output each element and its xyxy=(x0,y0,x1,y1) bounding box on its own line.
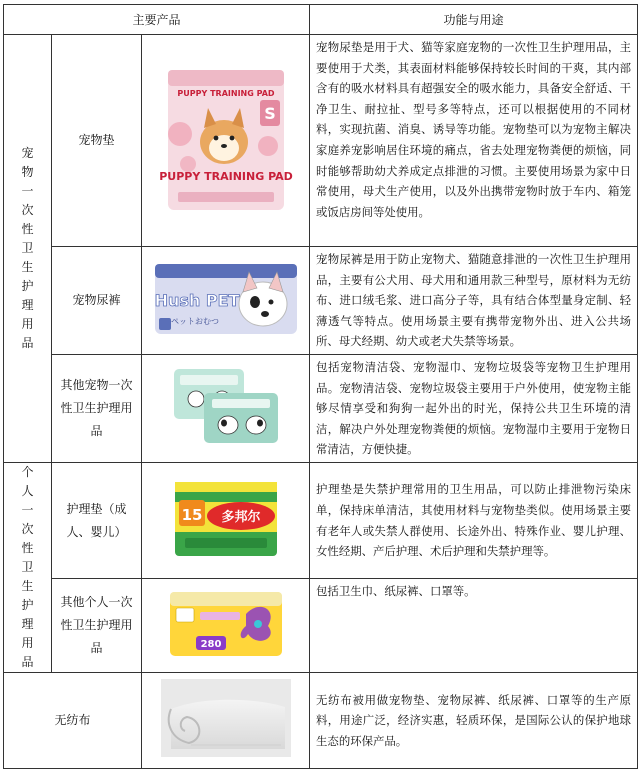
category-personal xyxy=(4,462,52,672)
header-product: 主要产品 xyxy=(4,5,310,35)
nursing-main-text: 多邦尔 xyxy=(221,509,261,525)
product-description: 无纺布被用做宠物垫、宠物尿裤、纸尿裤、口罩等的生产原料，用途广泛，经济实惠，轻质环保，是国际公认的保护地球生态的环保产品。 xyxy=(310,672,638,768)
product-description: 宠物尿裤是用于防止宠物犬、猫随意排泄的一次性卫生护理用品，主要有公犬用、母犬用和通用款三种型号，原材料为无纺布、进口绒毛浆、进口高分子等，具有结合体型量身定制、轻薄透气等特点。使用场景主要有携带宠物外出、进入公共场所、母犬经期、幼犬或老犬失禁等场景。 xyxy=(310,247,638,355)
product-table xyxy=(3,4,638,769)
table-row xyxy=(4,35,638,247)
table-row xyxy=(4,247,638,355)
product-name: 宠物垫 xyxy=(52,35,142,247)
product-description: 宠物尿垫是用于犬、猫等家庭宠物的一次性卫生护理用品，主要使用于犬类，其表面材料能够保持较长时间的干爽，其内部含有的吸水材料具有超强安全的吸水能力，具备安全舒适、干净卫生、耐拉扯、型号多等特点，还可以根据使用的不同材料，实现抗菌、消臭、诱导等功能。宠物垫可以为宠物主解决家庭养宠影响居住环境的痛点，省去处理宠物粪便的烦恼，同时能够帮助幼犬养成定点排泄的习惯。主要使用场景为家中日常使用，母犬生产使用，以及外出携带宠物时放于车内、箱笼或饭店房间等处使用。 xyxy=(310,35,638,247)
product-image-cell xyxy=(142,247,310,355)
table-row xyxy=(4,579,638,673)
table-row xyxy=(4,354,638,462)
table-row xyxy=(4,672,638,768)
product-description: 护理垫是失禁护理常用的卫生用品，可以防止排泄物污染床单，保持床单清洁，其使用材料与宠物垫类似。使用场景主要有老年人或失禁人群使用、长途外出、特殊作业、婴儿护理、女性经期、产后护理、术后护理和失禁护理等。 xyxy=(310,462,638,578)
nursing-size-badge: 15 xyxy=(181,505,202,524)
product-image-cell xyxy=(142,354,310,462)
table-header-row xyxy=(4,5,638,35)
puppy-pad-package-icon xyxy=(156,64,296,214)
nonwoven-fabric-roll-icon xyxy=(161,679,291,757)
sanitary-napkin-package-icon xyxy=(166,588,286,660)
diaper-sub-text: ペットおむつ xyxy=(170,317,219,327)
product-description: 包括卫生巾、纸尿裤、口罩等。 xyxy=(310,579,638,673)
category-personal-label: 个人一次性卫生护理用品 xyxy=(21,464,34,669)
product-image-cell xyxy=(142,462,310,578)
product-name: 其他宠物一次性卫生护理用品 xyxy=(52,354,142,462)
pet-wipes-package-icon xyxy=(166,363,286,449)
napkin-size-badge: 280 xyxy=(200,638,221,650)
product-image-cell xyxy=(142,35,310,247)
pet-diaper-package-icon xyxy=(151,254,301,342)
product-name: 护理垫（成人、婴儿） xyxy=(52,462,142,578)
pad-main-text: PUPPY TRAINING PAD xyxy=(158,169,293,183)
pad-top-text: PUPPY TRAINING PAD xyxy=(176,88,275,98)
product-image-cell xyxy=(142,672,310,768)
category-pet xyxy=(4,35,52,463)
table-row xyxy=(4,462,638,578)
pad-size-badge: S xyxy=(263,103,276,123)
header-function: 功能与用途 xyxy=(310,5,638,35)
product-image-cell xyxy=(142,579,310,673)
diaper-main-text: Hush PET xyxy=(154,291,239,311)
product-name: 其他个人一次性卫生护理用品 xyxy=(52,579,142,673)
product-name: 无纺布 xyxy=(4,672,142,768)
product-description: 包括宠物清洁袋、宠物湿巾、宠物垃圾袋等宠物卫生护理用品。宠物清洁袋、宠物垃圾袋主要用于户外使用，使宠物主能够尽情享受和狗狗一起外出的时光，保持公共卫生环境的清洁，解决户外处理宠物粪便的烦恼。宠物湿巾主要用于宠物日常清洁，方便快捷。 xyxy=(310,354,638,462)
nursing-pad-package-icon xyxy=(171,478,281,560)
product-name: 宠物尿裤 xyxy=(52,247,142,355)
category-pet-label: 宠物一次性卫生护理用品 xyxy=(21,145,34,350)
